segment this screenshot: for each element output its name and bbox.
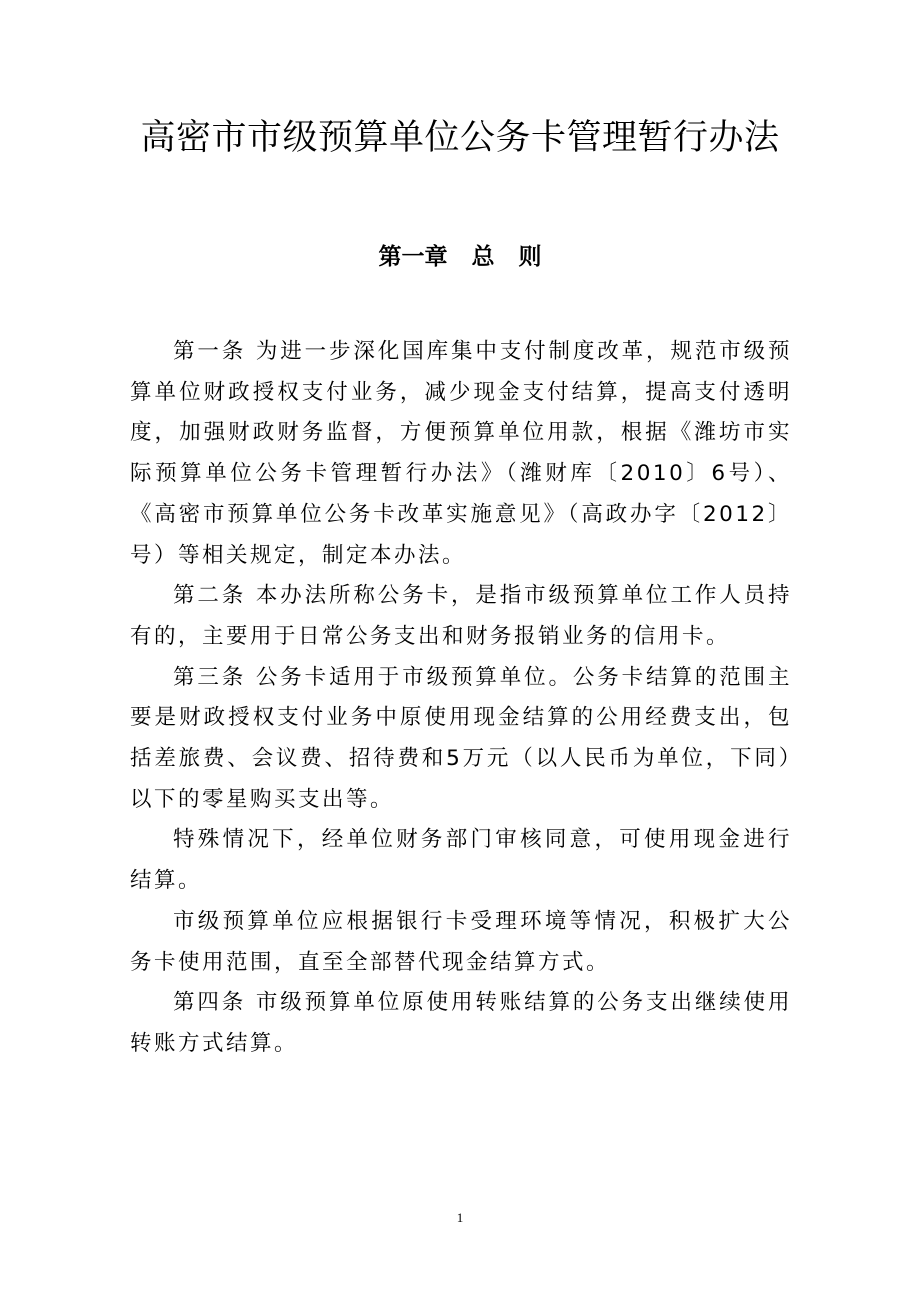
paragraph-article-3: 第三条 公务卡适用于市级预算单位。公务卡结算的范围主要是财政授权支付业务中原使用现金结算的公用经费支出，包括差旅费、会议费、招待费和5万元（以人民币为单位，下同）以下的零星购买支出等。 xyxy=(130,664,792,812)
paragraph-expand-usage: 市级预算单位应根据银行卡受理环境等情况，积极扩大公务卡使用范围，直至全部替代现金结算方式。 xyxy=(130,908,792,975)
document-title: 高密市市级预算单位公务卡管理暂行办法 xyxy=(140,118,780,158)
paragraph-special-cases: 特殊情况下，经单位财务部门审核同意，可使用现金进行结算。 xyxy=(130,827,792,894)
page-number: 1 xyxy=(456,1210,464,1225)
paragraph-article-2: 第二条 本办法所称公务卡，是指市级预算单位工作人员持有的，主要用于日常公务支出和财务报销业务的信用卡。 xyxy=(130,583,792,649)
document-body xyxy=(130,332,792,1065)
paragraph-article-4: 第四条 市级预算单位原使用转账结算的公务支出继续使用转账方式结算。 xyxy=(130,990,792,1056)
chapter-heading: 第一章 总 则 xyxy=(378,244,542,270)
paragraph-article-1: 第一条 为进一步深化国库集中支付制度改革，规范市级预算单位财政授权支付业务，减少现金支付结算，提高支付透明度，加强财政财务监督，方便预算单位用款，根据《潍坊市实际预算单位公务卡管理暂行办法》（潍财库〔2010〕6号）、《高密市预算单位公务卡改革实施意见》（高政办字〔2012〕号）等相关规定，制定本办法。 xyxy=(130,339,792,568)
